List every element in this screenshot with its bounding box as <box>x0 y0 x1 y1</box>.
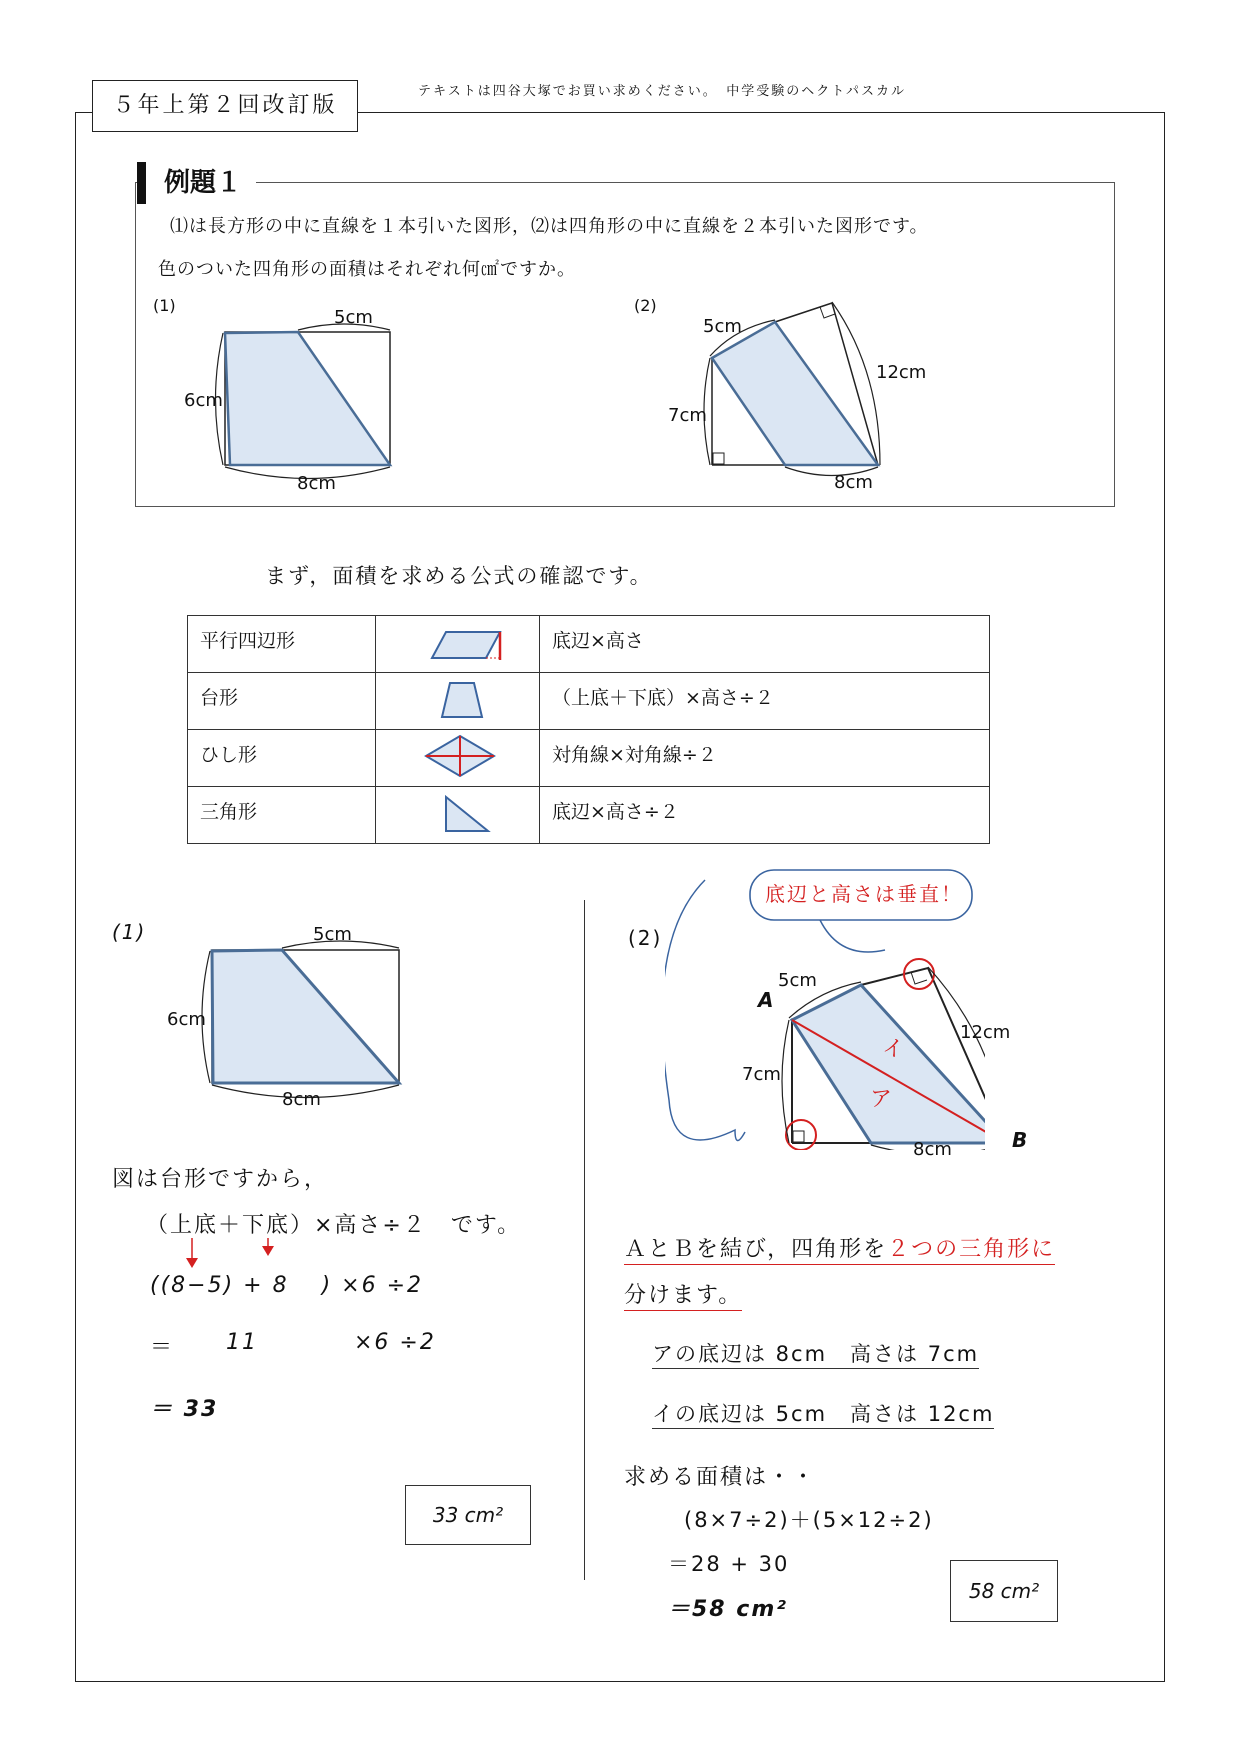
formula-shape-name: 平行四辺形 <box>188 616 376 673</box>
column-divider <box>584 900 585 1580</box>
formula-text: 底辺×高さ <box>540 616 990 673</box>
formula-shape-name: 台形 <box>188 673 376 730</box>
formula-text: 対角線×対角線÷２ <box>540 730 990 787</box>
solution1-line3: ((8−5) + 8 ) ×6 ÷2 <box>150 1273 424 1298</box>
solution2-right-length: 12cm <box>960 1022 1011 1043</box>
solution1-label: (1) <box>112 920 147 944</box>
solution2-left-length: 7cm <box>742 1064 781 1085</box>
formula-row <box>188 616 990 673</box>
fig1-top-length: 5cm <box>334 307 373 328</box>
solution1-line4-tail: ×6 ÷2 <box>354 1330 436 1355</box>
region-a-label: ア <box>870 1087 893 1112</box>
formula-row <box>188 787 990 844</box>
example-text-line1: ⑴は長方形の中に直線を１本引いた図形，⑵は四角形の中に直線を２本引いた図形です。 <box>170 216 929 237</box>
fig2-label: (2) <box>634 296 657 315</box>
solution2-line1-a: ＡとＢを結び，四角形を <box>624 1237 887 1265</box>
solution1-arrows <box>180 1236 290 1272</box>
trapezoid-icon <box>408 675 508 723</box>
fig1-left-length: 6cm <box>184 390 223 411</box>
region-i-label: イ <box>882 1037 905 1062</box>
solution2-answer: 58 cm² <box>950 1560 1058 1622</box>
formula-text: 底辺×高さ÷２ <box>540 787 990 844</box>
triangle-icon <box>408 789 508 837</box>
formula-row <box>188 673 990 730</box>
solution1-line1: 図は台形ですから， <box>112 1167 329 1192</box>
formula-text: （上底＋下底）×高さ÷２ <box>540 673 990 730</box>
solution2-line4: イの底辺は 5cm 高さは 12cm <box>652 1402 994 1429</box>
solution1-top-length: 5cm <box>313 924 352 945</box>
solution1-bottom-length: 8cm <box>282 1089 321 1110</box>
header-note: テキストは四谷大塚でお買い求めください。 中学受験のヘクトパスカル <box>418 84 906 99</box>
fig2-top-length: 5cm <box>703 316 742 337</box>
fig2-left-length: 7cm <box>668 405 707 426</box>
solution2-line8: ＝58 cm² <box>668 1597 788 1622</box>
solution1-left-length: 6cm <box>167 1009 206 1030</box>
formula-row <box>188 730 990 787</box>
solution2-label: (2) <box>628 926 663 950</box>
solution1-line2: （上底＋下底）×高さ÷２ です。 <box>146 1213 522 1238</box>
solution2-line7: ＝28 + 30 <box>668 1552 790 1576</box>
parallelogram-icon <box>408 618 508 666</box>
solution1-line4-mid: 11 <box>226 1330 258 1355</box>
rhombus-icon <box>408 732 508 780</box>
fig2-right-length: 12cm <box>876 362 927 383</box>
formula-table <box>187 615 990 844</box>
solution2-top-length: 5cm <box>778 970 817 991</box>
formula-shape-name: 三角形 <box>188 787 376 844</box>
solution1-line4-eq: ＝ <box>150 1335 175 1360</box>
example-title: 例題１ <box>137 162 256 204</box>
intro-text: まず，面積を求める公式の確認です。 <box>265 564 653 588</box>
solution2-line2: 分けます。 <box>624 1283 742 1311</box>
example-text-line2: 色のついた四角形の面積はそれぞれ何㎠ですか。 <box>158 259 576 280</box>
solution2-line5: 求める面積は・・ <box>624 1465 817 1490</box>
solution2-line6: (8×7÷2)＋(5×12÷2) <box>684 1508 934 1532</box>
solution1-line5: ＝ 33 <box>150 1397 219 1422</box>
solution1-answer: 33 cm² <box>405 1485 531 1545</box>
solution2-callout: 底辺と高さは垂直！ <box>765 882 963 906</box>
point-b-label: B <box>1012 1128 1028 1152</box>
solution2-line3: アの底辺は 8cm 高さは 7cm <box>652 1342 979 1369</box>
solution2-line1-b: ２つの三角形に <box>887 1237 1055 1265</box>
solution2-bottom-length: 8cm <box>913 1139 952 1160</box>
edition-label: ５年上第２回改訂版 <box>92 80 358 132</box>
fig1-bottom-length: 8cm <box>297 473 336 494</box>
fig2-bottom-length: 8cm <box>834 472 873 493</box>
point-a-label: A <box>758 988 774 1012</box>
formula-shape-name: ひし形 <box>188 730 376 787</box>
fig1-label: (1) <box>153 296 176 315</box>
